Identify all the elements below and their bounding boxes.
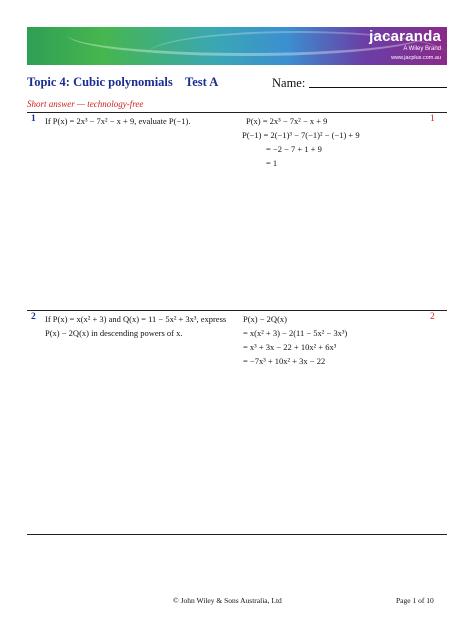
brand-url: www.jacplus.com.au [391,55,441,61]
question-1-marks: 1 [430,114,435,124]
footer-page-number: Page 1 of 10 [396,596,434,605]
question-2-solution [243,312,347,368]
brand-subtitle: A Wiley Brand [403,46,441,52]
q1-solution-line: = −2 − 7 + 1 + 9 [266,144,322,154]
question-2-marks: 2 [430,312,435,322]
page-title: Topic 4: Cubic polynomials Test A [27,75,219,89]
q1-solution-line: P(−1) = 2(−1)³ − 7(−1)² − (−1) + 9 [242,130,360,140]
q2-solution-line: = x(x² + 3) − 2(11 − 5x² − 3x³) [243,328,348,338]
rule-q2 [27,310,447,311]
section-heading: Short answer — technology-free [27,99,144,109]
question-1-prompt: If P(x) = 2x³ − 7x² − x + 9, evaluate P(−1). [45,116,191,126]
name-line[interactable] [309,75,447,88]
brand-logo [369,29,441,63]
header-banner [27,27,447,65]
q2-solution-line: = x³ + 3x − 22 + 10x² + 6x³ [243,342,337,352]
title-bar [27,75,447,95]
footer-copyright: © John Wiley & Sons Australia, Ltd [173,596,282,605]
name-field[interactable] [272,75,447,91]
question-2-prompt: If P(x) = x(x² + 3) and Q(x) = 11 − 5x² + 3x³, express P(x) − 2Q(x) in descending powers of x. [45,314,227,338]
brand-name: jacaranda [369,28,441,45]
rule-top [27,112,447,113]
question-2-number: 2 [31,312,36,322]
q2-solution-line: P(x) − 2Q(x) [243,314,287,324]
q1-solution-line: = 1 [266,158,278,168]
question-1-solution [242,114,360,170]
question-1-number: 1 [31,114,36,124]
rule-bottom [27,534,447,535]
q1-solution-line: P(x) = 2x³ − 7x² − x + 9 [246,116,328,126]
name-label: Name: [272,76,306,90]
q2-solution-line: = −7x³ + 10x² + 3x − 22 [243,356,326,366]
